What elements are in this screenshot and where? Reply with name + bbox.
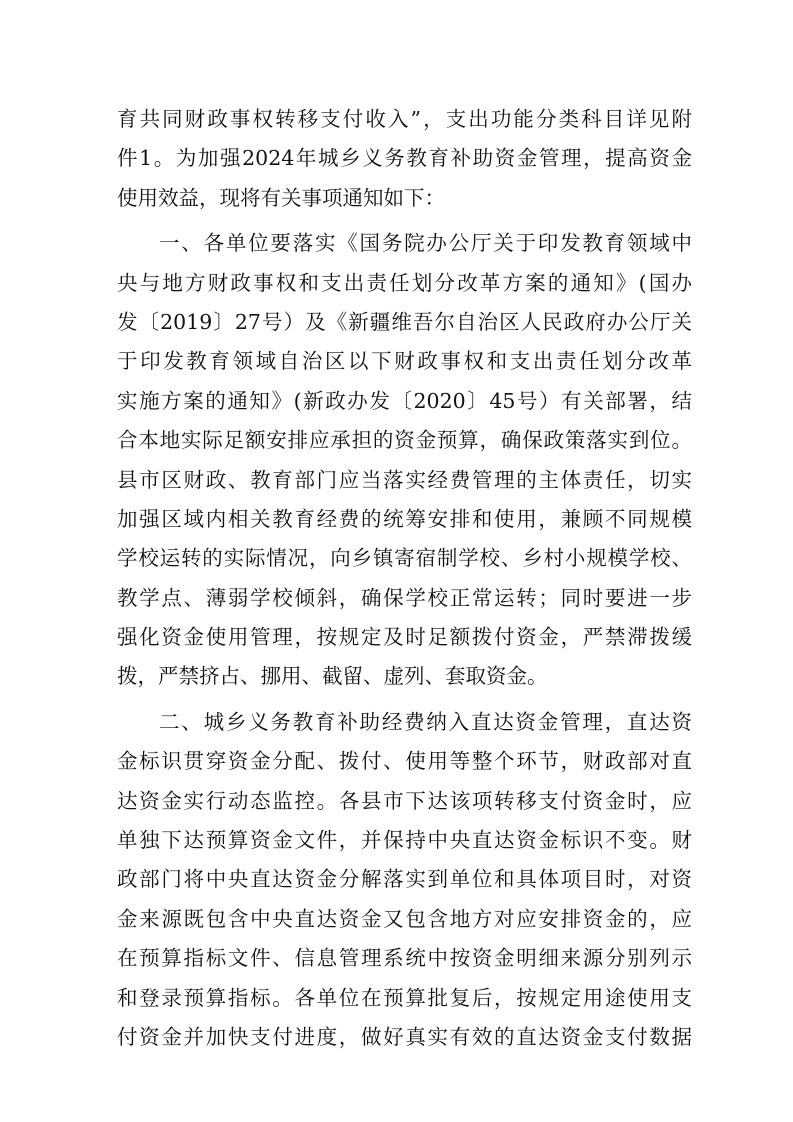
text-line: 一、各单位要落实《国务院办公厅关于印发教育领域中 xyxy=(159,231,692,256)
text-line: 实施方案的通知》(新政办发〔2020〕45号）有关部署，结 xyxy=(117,388,692,413)
text-line: 付资金并加快支付进度，做好真实有效的直达资金支付数据 xyxy=(117,1024,692,1049)
paragraph xyxy=(117,100,692,218)
text-line: 央与地方财政事权和支出责任划分改革方案的通知》(国办 xyxy=(117,270,692,295)
paragraph xyxy=(117,224,692,697)
text-line: 政部门将中央直达资金分解落实到单位和具体项目时，对资 xyxy=(117,867,692,892)
text-line: 发〔2019〕27号）及《新疆维吾尔自治区人民政府办公厅关 xyxy=(117,309,692,334)
text-line: 达资金实行动态监控。各县市下达该项转移支付资金时，应 xyxy=(117,788,692,813)
text-line: 于印发教育领域自治区以下财政事权和支出责任划分改革 xyxy=(117,349,692,374)
text-line: 县市区财政、教育部门应当落实经费管理的主体责任，切实 xyxy=(117,467,692,492)
text-line: 二、城乡义务教育补助经费纳入直达资金管理，直达资 xyxy=(159,709,692,734)
text-line: 强化资金使用管理，按规定及时足额拨付资金，严禁滞拨缓 xyxy=(117,625,692,650)
text-line: 合本地实际足额安排应承担的资金预算，确保政策落实到位。 xyxy=(117,428,692,453)
text-line: 拨，严禁挤占、挪用、截留、虚列、套取资金。 xyxy=(117,664,548,689)
text-line: 使用效益，现将有关事项通知如下： xyxy=(117,185,445,210)
text-line: 育共同财政事权转移支付收入”，支出功能分类科目详见附 xyxy=(117,107,692,131)
text-line: 学校运转的实际情况，向乡镇寄宿制学校、乡村小规模学校、 xyxy=(117,546,692,571)
text-line: 件1。为加强2024年城乡义务教育补助资金管理，提高资金 xyxy=(117,146,692,171)
document-body xyxy=(117,100,692,1057)
text-line: 在预算指标文件、信息管理系统中按资金明细来源分别列示 xyxy=(117,946,692,971)
text-line: 单独下达预算资金文件，并保持中央直达资金标识不变。财 xyxy=(117,828,692,853)
text-line: 教学点、薄弱学校倾斜，确保学校正常运转；同时要进一步 xyxy=(117,585,692,610)
paragraph xyxy=(117,703,692,1058)
text-line: 和登录预算指标。各单位在预算批复后，按规定用途使用支 xyxy=(117,985,692,1010)
text-line: 金标识贯穿资金分配、拨付、使用等整个环节，财政部对直 xyxy=(117,749,692,774)
text-line: 金来源既包含中央直达资金又包含地方对应安排资金的，应 xyxy=(117,906,692,931)
text-line: 加强区域内相关教育经费的统筹安排和使用，兼顾不同规模 xyxy=(117,506,692,531)
